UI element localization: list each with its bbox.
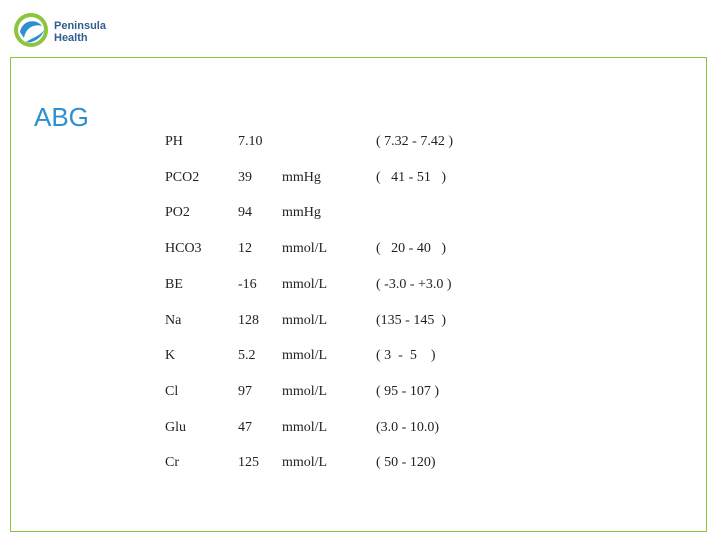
analyte-value: 97 [238,383,252,399]
analyte-unit: mmHg [282,205,321,221]
table-row [0,455,720,475]
table-row [0,348,720,368]
reference-range: (3.0 - 10.0) [376,419,439,435]
analyte-value: 125 [238,455,259,471]
analyte-name: Cl [165,383,179,399]
analyte-name: K [165,348,176,364]
logo-text-line1: Peninsula [54,20,106,32]
table-row [0,277,720,297]
reference-range: (135 - 145 ) [376,312,446,328]
reference-range: ( 3 - 5 ) [376,348,436,364]
analyte-name: BE [165,276,183,292]
analyte-value: 7.10 [238,134,263,149]
analyte-name: Glu [165,419,186,435]
logo-text-line2: Health [54,32,88,44]
reference-range: ( 41 - 51 ) [376,169,446,185]
table-row [0,384,720,404]
reference-range: ( 50 - 120) [376,455,436,471]
reference-range: ( -3.0 - +3.0 ) [376,276,452,292]
analyte-unit: mmol/L [282,312,328,328]
table-row [0,313,720,333]
analyte-unit: mmol/L [282,419,328,435]
table-row [0,241,720,261]
analyte-value: 128 [238,312,259,328]
slide-title: ABG [34,102,89,132]
analyte-unit: mmHg [282,169,321,185]
analyte-unit: mmol/L [282,383,328,399]
table-row [0,420,720,440]
analyte-value: 94 [238,205,252,221]
analyte-name: PH [165,134,183,149]
analyte-value: 5.2 [238,348,256,364]
analyte-value: -16 [238,276,257,292]
table-row [0,134,720,154]
reference-range: ( 20 - 40 ) [376,241,446,257]
reference-range: ( 7.32 - 7.42 ) [376,134,453,149]
analyte-value: 39 [238,169,252,185]
analyte-unit: mmol/L [282,241,328,257]
analyte-name: Na [165,312,182,328]
analyte-value: 47 [238,419,252,435]
analyte-name: PCO2 [165,169,200,185]
analyte-unit: mmol/L [282,348,328,364]
analyte-name: Cr [165,455,179,471]
analyte-unit: mmol/L [282,455,328,471]
analyte-name: HCO3 [165,241,202,257]
analyte-name: PO2 [165,205,190,221]
analyte-unit: mmol/L [282,276,328,292]
reference-range: ( 95 - 107 ) [376,383,439,399]
table-row [0,170,720,190]
analyte-value: 12 [238,241,252,257]
table-row [0,205,720,225]
